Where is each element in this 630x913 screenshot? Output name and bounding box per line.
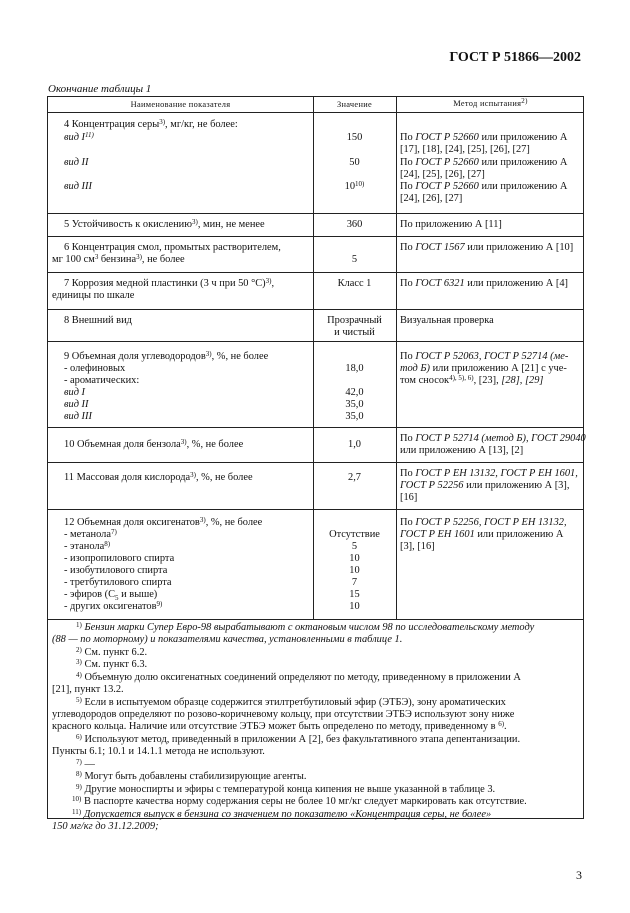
row-9-value-5: 35,0 (345, 411, 364, 422)
footnote-3: $^{3)}$ См. пункт 6.3. (76, 658, 148, 670)
row-4-value-1: 150 (346, 132, 363, 143)
row-10-method-2: или приложению А [13], [2] (400, 445, 524, 456)
row-12-method-1: По ГОСТ Р 52256, ГОСТ Р ЕН 13132, (400, 517, 567, 528)
page-number: 3 (576, 868, 582, 882)
row-12-value-4: 10 (349, 565, 360, 576)
row-4-kind-1: вид $I^{11)}$ (64, 131, 94, 143)
row-divider (48, 236, 583, 237)
row-4-value-3: 10$^{10)}$ (344, 180, 365, 192)
row-6-value: 5 (351, 254, 358, 265)
row-12-tert-butanol: - третбутилового спирта (64, 577, 172, 588)
row-12-method-3: [3], [16] (400, 541, 435, 552)
row-4-method-1: По ГОСТ Р 52660 или приложению А (400, 132, 568, 143)
row-9-method-1: По ГОСТ Р 52063, ГОСТ Р 52714 (ме- (400, 351, 569, 362)
header-divider (48, 112, 583, 113)
footnote-5-cont2: красного кольца. Наличие или отсутствие ЭТБЭ может быть определено по методу, приведенному в $^{6)}$. (52, 720, 507, 732)
row-12-ethers: - эфиров ($С_5$ и выше) (64, 589, 158, 603)
footnote-1-cont: (88 — по моторному) и показателями качества, установленными в таблице 1. (52, 634, 403, 645)
column-header-value: Значение (336, 100, 373, 109)
footnote-7: $^{7)}$ — (76, 758, 95, 770)
row-4-kind-3: вид III (64, 181, 92, 192)
row-4-name: 4 Концентрация серы$^{3)}$, мг/кг, не более: (64, 118, 238, 130)
properties-table (47, 96, 586, 832)
row-11-method-2: ГОСТ Р 52256 или приложению А [3], (400, 480, 570, 491)
row-12-isopropanol: - изопропилового спирта (64, 553, 175, 564)
row-12-other: - других оксигенатов$^{9)}$ (64, 600, 163, 612)
row-12-value-3: 10 (349, 553, 360, 564)
row-divider (48, 427, 583, 428)
row-4-method-3-refs: [24], [26], [27] (400, 193, 463, 204)
row-12-ethanol: - этанола$^{8)}$ (64, 540, 111, 552)
row-12-value-6: 15 (349, 589, 360, 600)
row-divider (48, 462, 583, 463)
row-12-value-1: Отсутствие (329, 529, 380, 540)
row-9-kind-1: вид I (64, 387, 86, 398)
row-divider (48, 272, 583, 273)
row-9-kind-3: вид III (64, 411, 92, 422)
footnote-1: $^{1)}$ Бензин марки Супер Евро-98 вырабатывают с октановым числом 98 по исследовательскому методу (76, 621, 535, 633)
row-11-value: 2,7 (348, 472, 361, 483)
row-10-method-1: По ГОСТ Р 52714 (метод Б), ГОСТ 29040 (400, 433, 586, 444)
column-header-name: Наименование показателя (130, 100, 231, 109)
row-12-methanol: - метанола$^{7)}$ (64, 528, 117, 540)
row-12-value-5: 7 (351, 577, 358, 588)
row-8-value-cont: и чистый (334, 327, 375, 338)
row-4-method-3: По ГОСТ Р 52660 или приложению А (400, 181, 568, 192)
column-header-method: Метод испытания$^{2)}$ (453, 97, 528, 108)
row-11-method-1: По ГОСТ Р ЕН 13132, ГОСТ Р ЕН 1601, (400, 468, 578, 479)
footnote-11: $^{11)}$ Допускается выпуск в бензина со значением по показателю «Концентрация серы, не более» (72, 808, 492, 820)
row-6-method: По ГОСТ 1567 или приложению А [10] (400, 242, 574, 253)
row-11-method-3: [16] (400, 492, 418, 503)
footnote-4-cont: [21], пункт 13.2. (52, 684, 124, 695)
footnote-6: $^{6)}$ Используют метод, приведенный в приложении А [2], без факультативного этапа депентанизации. (76, 733, 521, 745)
row-5-value: 360 (346, 219, 363, 230)
row-10-name: 10 Объемная доля бензола$^{3)}$, %, не более (64, 438, 244, 450)
row-12-method-2: ГОСТ Р ЕН 1601 или приложению А (400, 529, 564, 540)
row-12-name: 12 Объемная доля оксигенатов$^{3)}$, %, не более (64, 516, 263, 528)
table-caption: Окончание таблицы 1 (48, 83, 152, 95)
row-9-aromatics: - ароматических: (64, 375, 140, 386)
row-9-kind-2: вид II (64, 399, 89, 410)
row-7-value: Класс 1 (337, 278, 372, 289)
row-8-method: Визуальная проверка (400, 315, 494, 326)
row-12-isobutanol: - изобутилового спирта (64, 565, 168, 576)
row-9-method-3: том сносок$^{4), 5), 6)}$, [23], [28], [29] (400, 374, 544, 386)
row-8-name: 8 Внешний вид (64, 315, 132, 326)
footnote-8: $^{8)}$ Могут быть добавлены стабилизирующие агенты. (76, 770, 307, 782)
row-9-value-4: 35,0 (345, 399, 364, 410)
row-4-value-2: 50 (349, 157, 360, 168)
row-divider (48, 509, 583, 510)
row-6-name: 6 Концентрация смол, промытых растворителем, (64, 242, 281, 253)
footnote-4: $^{4)}$ Объемную долю оксигенатных соединений определяют по методу, приведенному в приложении А (76, 671, 521, 683)
row-7-method: По ГОСТ 6321 или приложению А [4] (400, 278, 568, 289)
document-header: ГОСТ Р 51866—2002 (449, 50, 581, 65)
row-4-kind-2: вид II (64, 157, 89, 168)
footnotes-divider (48, 619, 583, 620)
row-4-method-2: По ГОСТ Р 52660 или приложению А (400, 157, 568, 168)
row-9-olefins: - олефиновых (64, 363, 126, 374)
column-divider (396, 97, 397, 619)
row-6-name-cont: мг 100 $см^3$ бензина$^{3)}$, не более (52, 253, 185, 265)
footnote-5: $^{5)}$ Если в испытуемом образце содержится этилтретбутиловый эфир (ЭТБЭ), зону ароматических (76, 696, 506, 708)
row-4-method-2-refs: [24], [25], [26], [27] (400, 169, 485, 180)
footnote-9: $^{9)}$ Другие моноспирты и эфиры с температурой конца кипения не выше указанной в таблице 3. (76, 783, 496, 795)
footnote-5-cont: углеводородов определяют по розово-коричневому кольцу, при отсутствии ЭТБЭ используют зону ниже (52, 709, 515, 720)
row-4-method-1-refs: [17], [18], [24], [25], [26], [27] (400, 144, 530, 155)
footnote-10: $^{10)}$ В паспорте качества норму содержания серы не более 10 мг/кг следует маркировать как отсутствие. (72, 795, 527, 807)
row-divider (48, 309, 583, 310)
row-12-value-7: 10 (349, 601, 360, 612)
row-divider (48, 213, 583, 214)
row-8-value: Прозрачный (327, 315, 382, 326)
row-7-name-cont: единицы по шкале (52, 290, 135, 301)
row-10-value: 1,0 (348, 439, 361, 450)
row-9-method-2: тод Б) или приложению А [21] с уче- (400, 363, 567, 374)
row-12-value-2: 5 (351, 541, 358, 552)
footnote-2: $^{2)}$ См. пункт 6.2. (76, 646, 148, 658)
row-5-method: По приложению А [11] (400, 219, 502, 230)
row-9-name: 9 Объемная доля углеводородов$^{3)}$, %, не более (64, 350, 269, 362)
footnote-11-cont: 150 мг/кг до 31.12.2009; (52, 821, 159, 832)
row-divider (48, 341, 583, 342)
row-11-name: 11 Массовая доля кислорода$^{3)}$, %, не более (64, 471, 253, 483)
row-9-value-3: 42,0 (345, 387, 364, 398)
row-7-name: 7 Коррозия медной пластинки (3 ч при 50 °С)$^{3)}$, (64, 277, 275, 289)
footnote-6-cont: Пункты 6.1; 10.1 и 14.1.1 метода не используют. (52, 746, 265, 757)
row-9-value-1: 18,0 (345, 363, 364, 374)
row-5-name: 5 Устойчивость к окислению$^{3)}$, мин, не менее (64, 218, 265, 230)
